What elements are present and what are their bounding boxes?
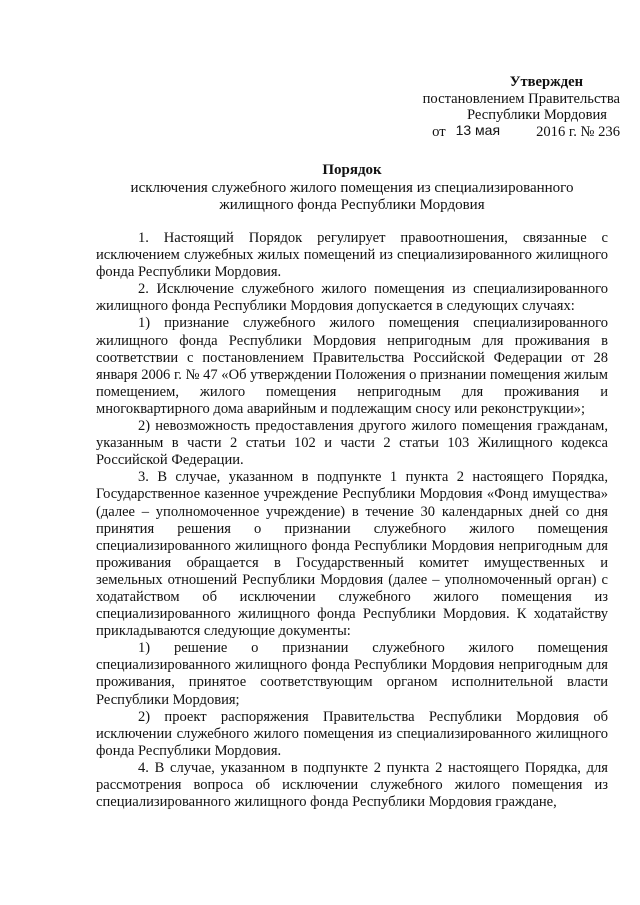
paragraph-4: 4. В случае, указанном в подпункте 2 пункта 2 настоящего Порядка, для рассмотрения вопроса об исключении служебного жилого помещения из специализированного жилищного фонда Республики Мордовия граждане,: [96, 759, 608, 811]
paragraph-2-item-2: 2) невозможность предоставления другого жилого помещения гражданам, указанным в части 2 статьи 102 и части 2 статьи 103 Жилищного кодекса Российской Федерации.: [96, 418, 608, 469]
approval-stamp: [380, 74, 620, 140]
paragraph-3-item-1: 1) решение о признании служебного жилого помещения специализированного жилищного фонда Республики Мордовия непригодным для проживания, принятое соответствующим органом исполнительной власти Республики Мордовия;: [96, 640, 608, 708]
paragraph-2-item-1: 1) признание служебного жилого помещения специализированного жилищного фонда Республики Мордовия непригодным для проживания в соответствии с постановлением Правительства Российской Федерации от 28 января 2006 г. № 47 «Об утверждении Положения о признании помещения жилым помещением, жилого помещения непригодным для проживания и многоквартирного дома аварийным и подлежащим сносу или реконструкции»;: [96, 315, 608, 417]
paragraph-1: 1. Настоящий Порядок регулирует правоотношения, связанные с исключением служебных жилых помещений из специализированного жилищного фонда Республики Мордовия.: [96, 230, 608, 281]
paragraph-3: 3. В случае, указанном в подпункте 1 пункта 2 настоящего Порядка, Государственное казенное учреждение Республики Мордовия «Фонд имущества» (далее – уполномоченное учреждение) в течение 30 календарных дней со дня принятия решения о признании служебного жилого помещения специализированного жилищного фонда Республики Мордовия непригодным для проживания обращается в Государственный комитет имущественных и земельных отношений Республики Мордовия (далее – уполномоченный орган) с ходатайством об исключении служебного жилого помещения из специализированного жилищного фонда Республики Мордовия. К ходатайству прикладываются следующие документы:: [96, 469, 608, 640]
document-title: Порядок: [322, 162, 382, 178]
approval-line-2: Республики Мордовия: [466, 107, 607, 123]
approval-date: [380, 121, 620, 141]
paragraph-3-item-2: 2) проект распоряжения Правительства Республики Мордовия об исключении служебного жилого помещения из специализированного жилищного фонда Республики Мордовия.: [96, 708, 608, 759]
date-prefix: от: [432, 123, 446, 140]
document-title-block: [96, 162, 608, 215]
approved-label: Утвержден: [509, 74, 583, 90]
date-day-month: 13 мая: [455, 121, 501, 138]
document-subtitle-line-1: исключения служебного жилого помещения из специализированного: [130, 179, 574, 196]
document-body: [96, 230, 608, 811]
document-subtitle-line-2: жилищного фонда Республики Мордовия: [219, 197, 485, 213]
paragraph-2: 2. Исключение служебного жилого помещения из специализированного жилищного фонда Республики Мордовия допускается в следующих случаях:: [96, 281, 608, 315]
date-year-number: 2016 г. № 236: [536, 123, 620, 140]
approval-line-1: постановлением Правительства: [422, 90, 620, 107]
